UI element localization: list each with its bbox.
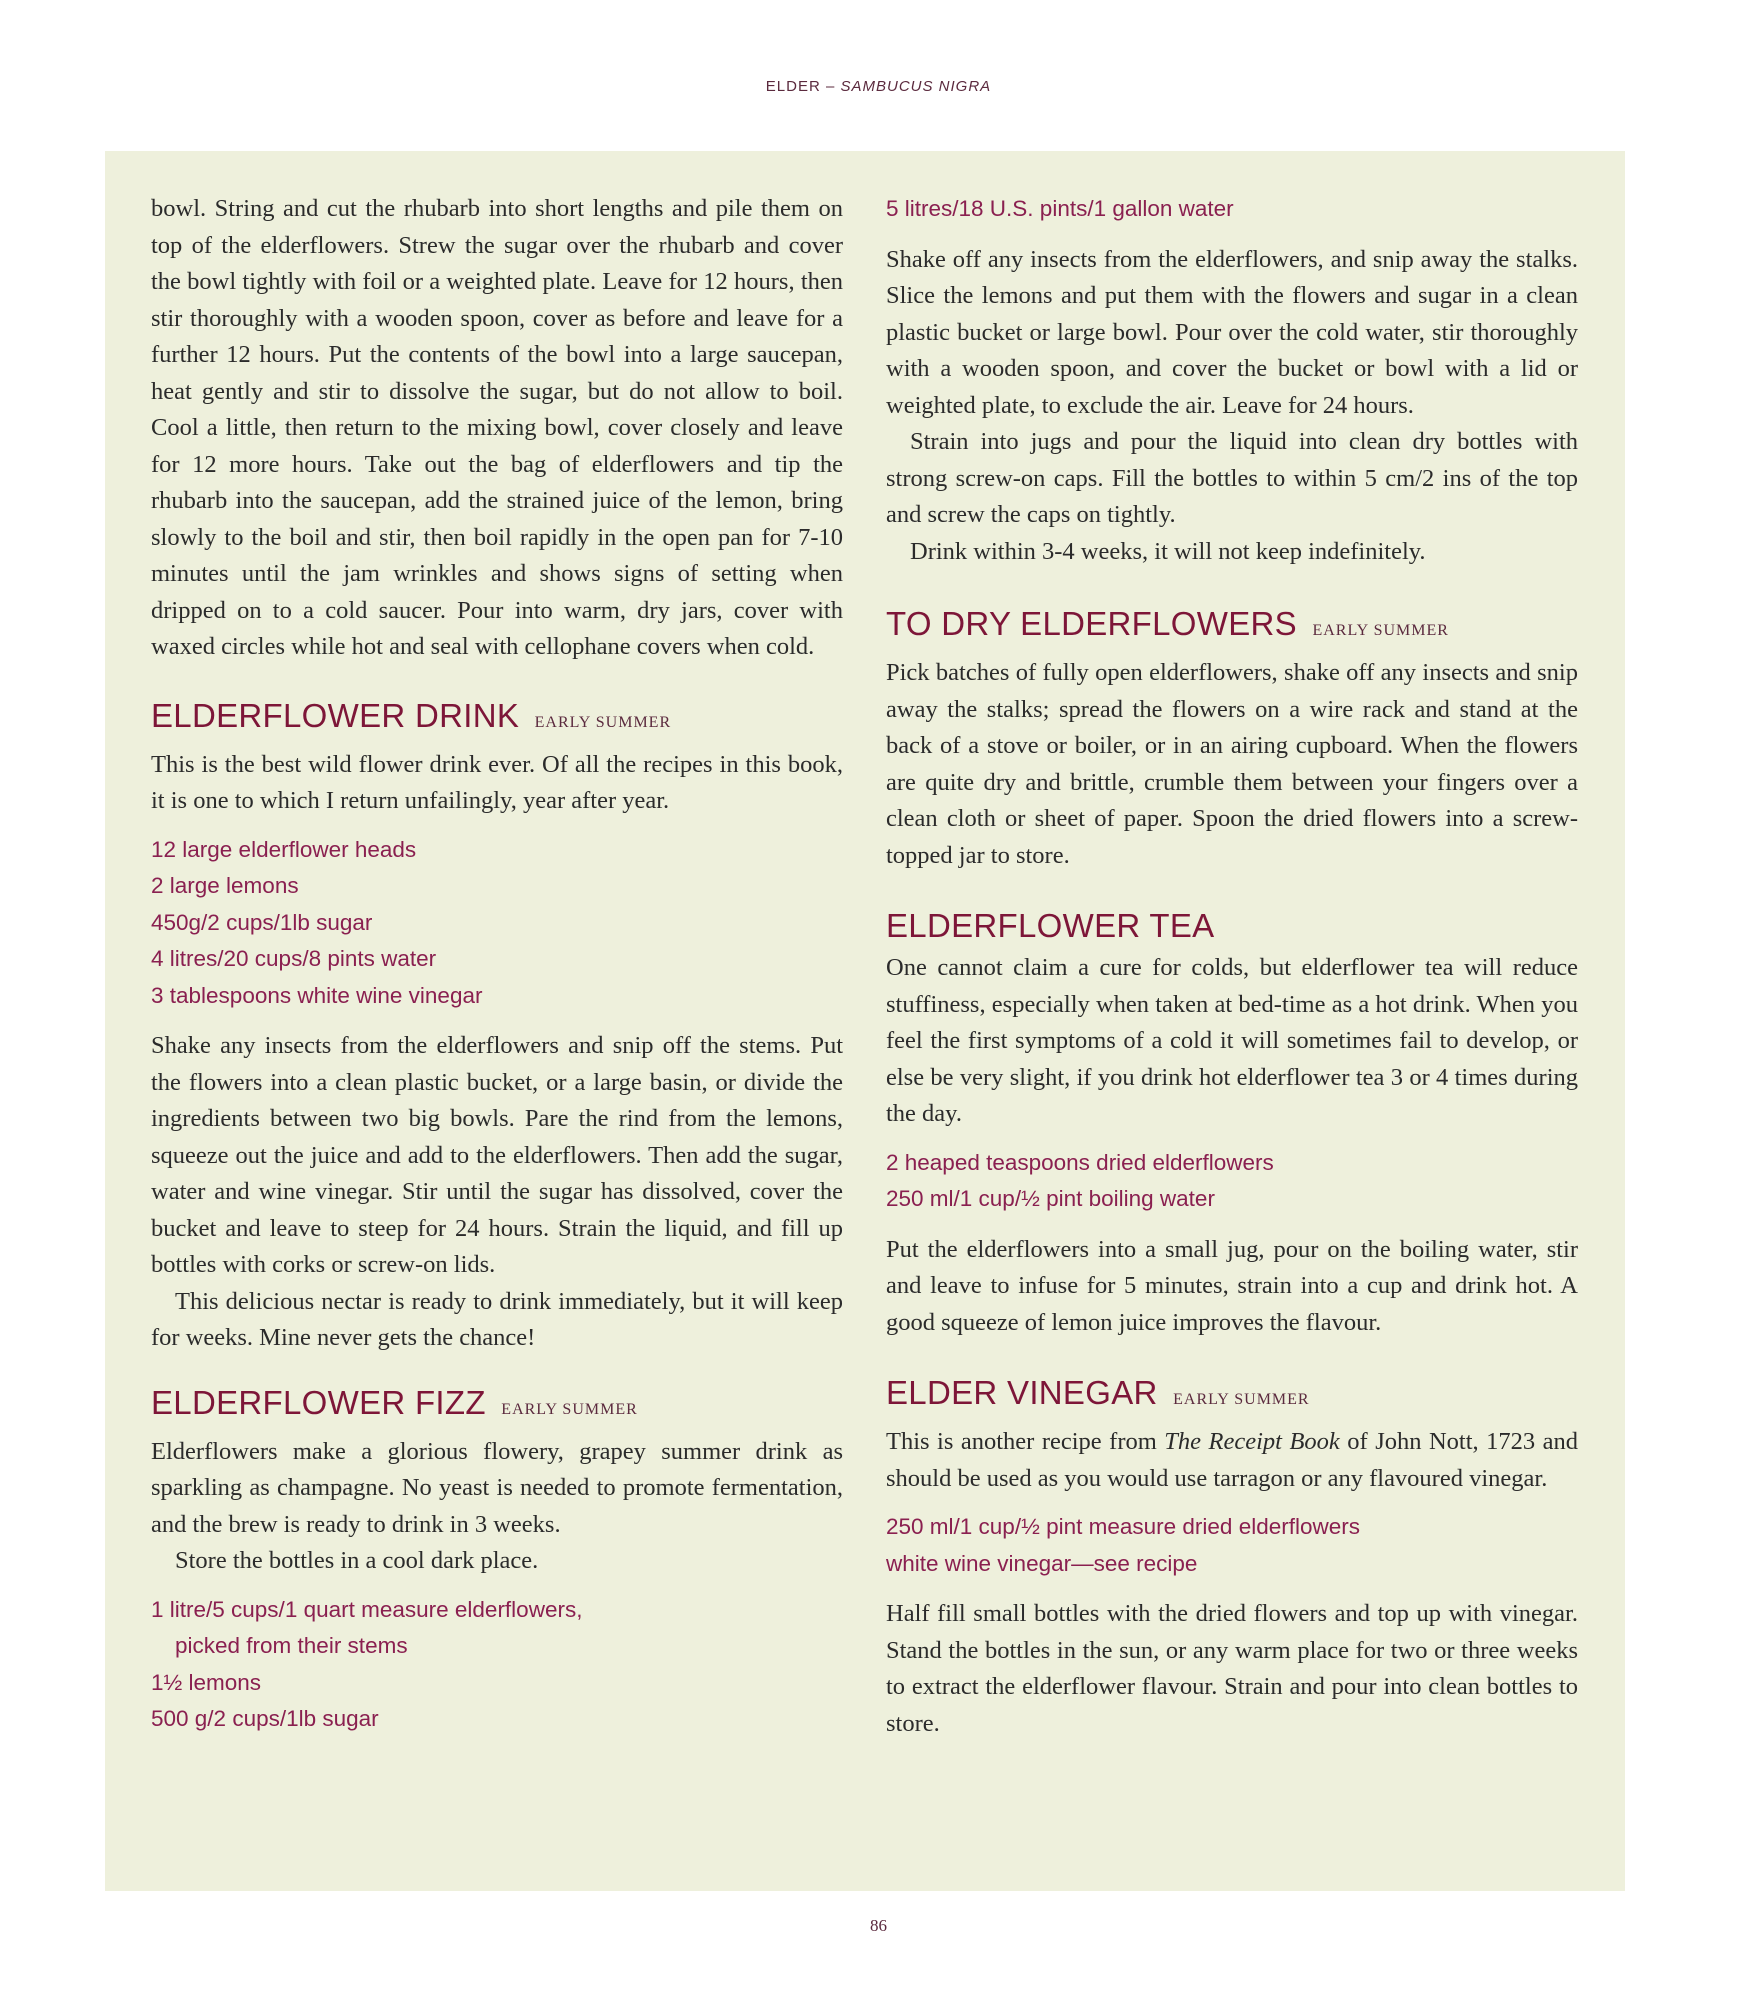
elderflower-tea-heading — [886, 874, 1578, 950]
ingredient-item: 2 large lemons — [151, 873, 299, 898]
ingredient-item: 4 litres/20 cups/8 pints water — [151, 946, 437, 971]
elder-vinegar-title: ELDER VINEGAR — [886, 1374, 1158, 1411]
elderflower-fizz-intro: Elderflowers make a glorious flowery, grapey summer drink as sparkling as champagne. No yeast is needed to promote fermentation, and the brew is ready to drink in 3 weeks. — [151, 1437, 843, 1538]
elder-vinegar-intro-before: This is another recipe from — [886, 1428, 1165, 1455]
ingredient-item: 1½ lemons — [151, 1669, 262, 1695]
ingredient-item: 12 large elderflower heads — [151, 836, 417, 862]
recipe-panel — [105, 151, 1625, 1891]
rhubarb-jam-continued-paragraph: bowl. String and cut the rhubarb into short lengths and pile them on top of the elderflowers. Strew the sugar over the rhubarb and cover the bowl tightly with foil or a weighted plate. Leave for 12 hours, then stir thoroughly with a wooden spoon, cover as before and leave for a further 12 hours. Put the contents of the bowl into a large saucepan, heat gently and stir to dissolve the sugar, but do not allow to boil. Cool a little, then return to the mixing bowl, cover closely and leave for 12 more hours. Take out the bag of elderflowers and tip the rhubarb into the saucepan, add the strained juice of the lemon, bring slowly to the boil and stir, then boil rapidly in the open pan for 7-10 minutes until the jam wrinkles and shows signs of setting when dripped on to a cold saucer. Pour into warm, dry jars, cover with waxed circles while hot and seal with cellophane covers when cold. — [151, 195, 843, 660]
elderflower-drink-heading — [151, 666, 843, 747]
elderflower-fizz-heading — [151, 1357, 843, 1434]
running-head-label: ELDER – — [765, 78, 841, 95]
elderflower-drink-intro: This is the best wild flower drink ever. Of all the recipes in this book, it is one to which I return unfailingly, year after year. — [151, 750, 843, 814]
running-head — [0, 78, 1757, 95]
dry-elderflowers-title: TO DRY ELDERFLOWERS — [886, 605, 1297, 642]
dry-elderflowers-season: EARLY SUMMER — [1312, 622, 1449, 639]
elderflower-fizz-ingredients — [151, 1592, 843, 1738]
elder-vinegar-intro-after: of John Nott, 1723 and should be used as you would use tarragon or any flavoured vinegar. — [886, 1428, 1579, 1492]
elderflower-fizz-ingredients-continued — [886, 191, 1578, 228]
elderflower-tea-ingredients — [886, 1145, 1578, 1218]
elderflower-fizz-drink-note: Drink within 3-4 weeks, it will not keep indefinitely. — [910, 537, 1426, 565]
elderflower-drink-ingredients — [151, 832, 843, 1015]
elder-vinegar-method: Half fill small bottles with the dried flowers and top up with vinegar. Stand the bottles in the sun, or any warm place for two or three weeks to extract the elderflower flavour. Strain and pour into clean bottles to store. — [886, 1600, 1578, 1737]
elderflower-fizz-title: ELDERFLOWER FIZZ — [151, 1383, 486, 1421]
elder-vinegar-heading — [886, 1341, 1578, 1424]
ingredient-item: 500 g/2 cups/1lb sugar — [151, 1706, 379, 1731]
left-column — [151, 191, 843, 1752]
elderflower-fizz-strain: Strain into jugs and pour the liquid into clean dry bottles with strong screw-on caps. Fill the bottles to within 5 cm/2 ins of the top and screw the caps on tightly. — [886, 428, 1578, 528]
ingredient-item: 3 tablespoons white wine vinegar — [151, 982, 483, 1008]
dry-elderflowers-heading — [886, 570, 1578, 655]
right-column — [886, 191, 1578, 1742]
dry-elderflowers-method: Pick batches of fully open elderflowers, shake off any insects and snip away the stalks; spread the flowers on a wire rack and stand at the back of a stove or boiler, or in an airing cupboard. When the flowers are quite dry and brittle, crumble them between your fingers over a clean cloth or sheet of paper. Spoon the dried flowers into a screw-topped jar to store. — [886, 659, 1578, 869]
ingredient-item: 450g/2 cups/1lb sugar — [151, 909, 373, 935]
running-head-latin-name: SAMBUCUS NIGRA — [840, 78, 992, 95]
elderflower-fizz-season: EARLY SUMMER — [501, 1400, 638, 1418]
elderflower-drink-season: EARLY SUMMER — [534, 713, 672, 731]
elderflower-fizz-storage: Store the bottles in a cool dark place. — [175, 1547, 539, 1574]
elderflower-tea-title: ELDERFLOWER TEA — [886, 907, 1215, 944]
elderflower-tea-method: Put the elderflowers into a small jug, pour on the boiling water, stir and leave to infuse for 5 minutes, strain into a cup and drink hot. A good squeeze of lemon juice improves the flavour. — [886, 1235, 1578, 1336]
elder-vinegar-ingredients — [886, 1509, 1578, 1582]
elderflower-drink-title: ELDERFLOWER DRINK — [151, 696, 520, 734]
elder-vinegar-season: EARLY SUMMER — [1173, 1391, 1310, 1408]
ingredient-item: 250 ml/1 cup/½ pint measure dried elderflowers — [886, 1514, 1360, 1539]
elderflower-drink-note: This delicious nectar is ready to drink immediately, but it will keep for weeks. Mine never gets the chance! — [151, 1287, 843, 1351]
book-title: The Receipt Book — [1164, 1428, 1340, 1455]
ingredient-item: 250 ml/1 cup/½ pint boiling water — [886, 1186, 1215, 1211]
ingredient-item: 1 litre/5 cups/1 quart measure elderflowers, — [151, 1596, 583, 1622]
elder-vinegar-intro — [886, 1424, 1578, 1497]
page-number: 86 — [870, 1916, 887, 1935]
ingredient-item: 2 heaped teaspoons dried elderflowers — [886, 1149, 1274, 1175]
ingredient-item-continued: picked from their stems — [175, 1633, 408, 1658]
ingredient-item: 5 litres/18 U.S. pints/1 gallon water — [886, 196, 1234, 221]
elderflower-tea-intro: One cannot claim a cure for colds, but elderflower tea will reduce stuffiness, especially when taken at bed-time as a hot drink. When you feel the first symptoms of a cold it will sometimes fail to develop, or else be very slight, if you drink hot elderflower tea 3 or 4 times during the day. — [886, 954, 1578, 1127]
elderflower-fizz-method: Shake off any insects from the elderflowers, and snip away the stalks. Slice the lemons and put them with the flowers and sugar in a clean plastic bucket or large bowl. Pour over the cold water, stir thoroughly with a wooden spoon, and cover the bucket or bowl with a lid or weighted plate, to exclude the air. Leave for 24 hours. — [886, 245, 1578, 419]
elderflower-drink-method: Shake any insects from the elderflowers and snip off the stems. Put the flowers into a clean plastic bucket, or a large basin, or divide the ingredients between two big bowls. Pare the rind from the lemons, squeeze out the juice and add to the elderflowers. Then add the sugar, water and wine vinegar. Stir until the sugar has dissolved, cover the bucket and leave to steep for 24 hours. Strain the liquid, and fill up bottles with corks or screw-on lids. — [151, 1032, 843, 1278]
ingredient-item: white wine vinegar—see recipe — [886, 1550, 1198, 1576]
